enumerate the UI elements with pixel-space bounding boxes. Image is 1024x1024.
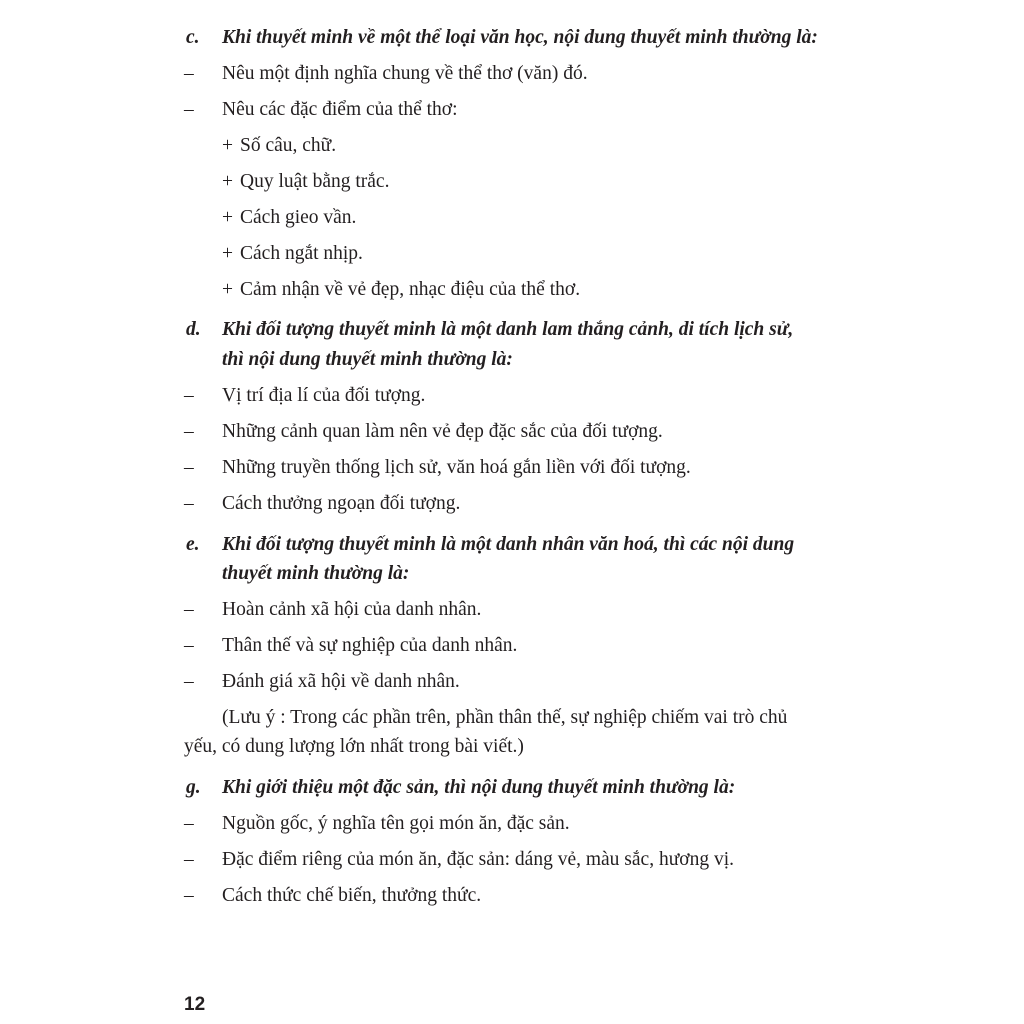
- list-item-text: Nguồn gốc, ý nghĩa tên gọi món ăn, đặc sản.: [222, 813, 570, 834]
- section-heading-text: Khi giới thiệu một đặc sản, thì nội dung thuyết minh thường là:: [222, 777, 736, 798]
- list-item-text: Thân thế và sự nghiệp của danh nhân.: [222, 635, 518, 656]
- list-item-text: Cách thưởng ngoạn đối tượng.: [222, 493, 461, 514]
- note-line: (Lưu ý : Trong các phần trên, phần thân thế, sự nghiệp chiếm vai trò chủ: [222, 707, 788, 728]
- section-marker: d.: [186, 319, 201, 340]
- list-item-text: Cách thức chế biến, thưởng thức.: [222, 885, 482, 906]
- list-item-text: Nêu một định nghĩa chung về thể thơ (văn) đó.: [222, 63, 588, 84]
- list-item-text: Số câu, chữ.: [240, 135, 337, 156]
- dash-bullet: –: [184, 885, 194, 906]
- section-marker: c.: [186, 27, 200, 48]
- section-marker: e.: [186, 534, 200, 555]
- list-item-text: Hoàn cảnh xã hội của danh nhân.: [222, 599, 482, 620]
- plus-bullet: +: [222, 207, 233, 228]
- dash-bullet: –: [184, 849, 194, 870]
- section-heading-text: thì nội dung thuyết minh thường là:: [222, 349, 513, 370]
- list-item-text: Quy luật bằng trắc.: [240, 171, 390, 192]
- plus-bullet: +: [222, 279, 233, 300]
- dash-bullet: –: [184, 457, 194, 478]
- dash-bullet: –: [184, 421, 194, 442]
- section-heading-text: Khi đối tượng thuyết minh là một danh lam thắng cảnh, di tích lịch sử,: [222, 319, 794, 340]
- plus-bullet: +: [222, 135, 233, 156]
- list-item-text: Đặc điểm riêng của món ăn, đặc sản: dáng vẻ, màu sắc, hương vị.: [222, 849, 735, 870]
- dash-bullet: –: [184, 635, 194, 656]
- dash-bullet: –: [184, 99, 194, 120]
- note-line: yếu, có dung lượng lớn nhất trong bài viết.): [184, 736, 524, 757]
- dash-bullet: –: [184, 63, 194, 84]
- list-item-text: Vị trí địa lí của đối tượng.: [222, 385, 426, 406]
- list-item-text: Những cảnh quan làm nên vẻ đẹp đặc sắc của đối tượng.: [222, 421, 663, 442]
- dash-bullet: –: [184, 385, 194, 406]
- section-heading-text: Khi đối tượng thuyết minh là một danh nhân văn hoá, thì các nội dung: [222, 534, 795, 555]
- plus-bullet: +: [222, 171, 233, 192]
- list-item-text: Cách ngắt nhịp.: [240, 243, 363, 264]
- list-item-text: Cách gieo vần.: [240, 207, 357, 228]
- page-number: 12: [184, 994, 206, 1015]
- section-heading-text: thuyết minh thường là:: [222, 563, 410, 584]
- dash-bullet: –: [184, 599, 194, 620]
- list-item-text: Đánh giá xã hội về danh nhân.: [222, 671, 460, 692]
- section-heading-text: Khi thuyết minh về một thể loại văn học, nội dung thuyết minh thường là:: [222, 27, 818, 48]
- dash-bullet: –: [184, 493, 194, 514]
- list-item-text: Nêu các đặc điểm của thể thơ:: [222, 99, 458, 120]
- section-marker: g.: [186, 777, 201, 798]
- dash-bullet: –: [184, 671, 194, 692]
- plus-bullet: +: [222, 243, 233, 264]
- list-item-text: Cảm nhận về vẻ đẹp, nhạc điệu của thể thơ.: [240, 279, 581, 300]
- dash-bullet: –: [184, 813, 194, 834]
- list-item-text: Những truyền thống lịch sử, văn hoá gắn liền với đối tượng.: [222, 457, 691, 478]
